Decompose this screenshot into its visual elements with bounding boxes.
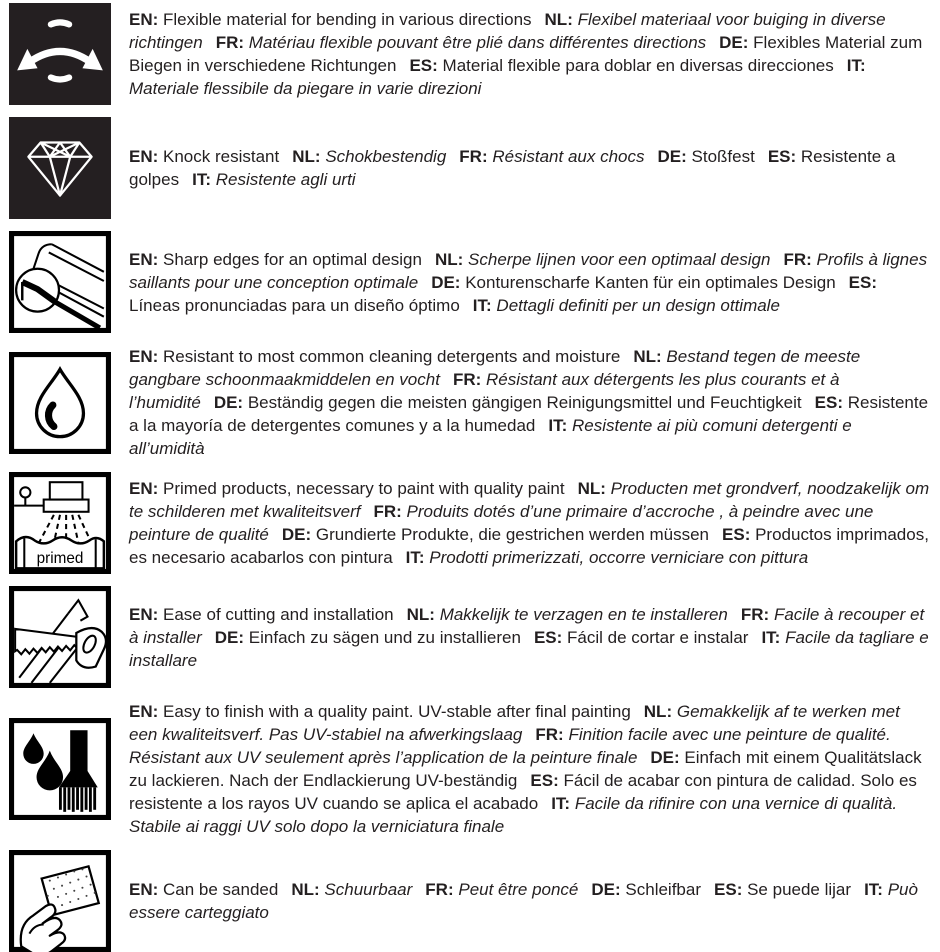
translation-text: Resistente agli urti bbox=[215, 170, 356, 189]
sharp-edges-icon bbox=[8, 231, 112, 333]
lang-label: EN: bbox=[129, 880, 159, 899]
lang-label: NL: bbox=[291, 880, 320, 899]
translation-text: Easy to finish with a quality paint. UV-stable after final painting bbox=[163, 702, 631, 721]
lang-label: ES: bbox=[533, 627, 563, 647]
lang-label: FR: bbox=[783, 249, 812, 269]
translation-text: Resistente ai più comuni detergenti e all’umidità bbox=[129, 416, 852, 458]
lang-label: ES: bbox=[848, 272, 877, 292]
feature-row-5 bbox=[8, 472, 934, 574]
lang-label: IT: bbox=[846, 56, 866, 75]
translation-text: Primed products, necessary to paint with quality paint bbox=[163, 479, 565, 498]
lang-label: ES: bbox=[409, 56, 438, 75]
translation-text: Resistente a golpes bbox=[129, 147, 896, 189]
translation-text: Productos imprimados, es necesario acabarlos con pintura bbox=[129, 525, 929, 567]
primed-spray-icon-cell bbox=[8, 472, 112, 574]
lang-label: FR: bbox=[425, 880, 454, 899]
lang-label: NL: bbox=[633, 347, 662, 366]
lang-label: NL: bbox=[434, 249, 464, 269]
translation-text: Produits dotés d’une primaire d’accroche , à peindre avec une peinture de qualité bbox=[129, 502, 874, 544]
feature-row-4 bbox=[8, 345, 934, 460]
translation-text: Beständig gegen die meisten gängigen Reinigungsmittel und Feuchtigkeit bbox=[247, 393, 802, 412]
lang-label: EN: bbox=[129, 604, 159, 624]
lang-label: NL: bbox=[406, 604, 435, 624]
paint-brush-drops-icon bbox=[8, 718, 112, 820]
lang-label: IT: bbox=[551, 794, 571, 813]
lang-label: DE: bbox=[719, 33, 749, 52]
translation-text: Scherpe lijnen voor een optimaal design bbox=[468, 249, 771, 269]
translation-text: Einfach mit einem Qualitätslack zu lackieren. Nach der Endlackierung UV-beständig bbox=[129, 748, 922, 790]
lang-label: EN: bbox=[129, 10, 159, 29]
translation-text: Schuurbaar bbox=[324, 880, 413, 899]
lang-label: IT: bbox=[548, 416, 568, 435]
translation-text: Profils à lignes saillants pour une conception optimale bbox=[129, 249, 928, 292]
diamond-knock-resistant-icon bbox=[8, 117, 112, 219]
lang-label: DE: bbox=[214, 627, 245, 647]
saw-cutting-icon bbox=[8, 586, 112, 688]
lang-label: FR: bbox=[535, 725, 564, 744]
translation-text: Fácil de cortar e instalar bbox=[567, 627, 749, 647]
lang-label: ES: bbox=[722, 525, 751, 544]
lang-label: IT: bbox=[864, 880, 883, 899]
feature-translations bbox=[129, 700, 931, 838]
translation-text: Resistant to most common cleaning detergents and moisture bbox=[163, 347, 621, 366]
translation-text: Facile da tagliare e installare bbox=[129, 627, 929, 670]
translation-text: Matériau flexible pouvant être plié dans différentes directions bbox=[248, 33, 707, 52]
lang-label: EN: bbox=[129, 249, 159, 269]
translation-text: Can be sanded bbox=[163, 880, 279, 899]
translation-text: Bestand tegen de meeste gangbare schoonmaakmiddelen en vocht bbox=[129, 347, 861, 389]
lang-label: FR: bbox=[452, 370, 482, 389]
translation-text: Ease of cutting and installation bbox=[163, 604, 394, 624]
translation-text: Flexibel materiaal voor buiging in diverse richtingen bbox=[129, 10, 886, 52]
feature-translations bbox=[129, 603, 931, 672]
translation-text: Einfach zu sägen und zu installieren bbox=[248, 627, 521, 647]
feature-row-8 bbox=[8, 850, 934, 952]
moisture-resistant-drop-icon bbox=[8, 352, 112, 454]
lang-label: DE: bbox=[431, 272, 461, 292]
lang-label: EN: bbox=[129, 147, 159, 166]
lang-label: ES: bbox=[714, 880, 743, 899]
lang-label: DE: bbox=[657, 147, 687, 166]
translation-text: Knock resistant bbox=[163, 147, 280, 166]
translation-text: Se puede lijar bbox=[747, 880, 852, 899]
saw-cutting-icon-cell bbox=[8, 586, 112, 688]
lang-label: DE: bbox=[591, 880, 621, 899]
translation-text: Finition facile avec une peinture de qualité. Résistant aux UV seulement après l’application de la peinture finale bbox=[129, 725, 891, 767]
paint-brush-drops-icon-cell bbox=[8, 718, 112, 820]
feature-row-6 bbox=[8, 586, 934, 688]
translation-text: Materiale flessibile da piegare in varie direzioni bbox=[129, 79, 482, 98]
feature-row-2 bbox=[8, 117, 934, 219]
translation-text: Schleifbar bbox=[625, 880, 702, 899]
translation-text: Schokbestendig bbox=[325, 147, 447, 166]
feature-row-3 bbox=[8, 231, 934, 333]
feature-row-7 bbox=[8, 700, 934, 838]
diamond-knock-resistant-icon-cell bbox=[8, 117, 112, 219]
lang-label: NL: bbox=[577, 479, 606, 498]
feature-row-1 bbox=[8, 3, 934, 105]
sanding-hand-icon bbox=[8, 850, 112, 952]
translation-text: Può essere carteggiato bbox=[129, 880, 918, 922]
moisture-resistant-drop-icon-cell bbox=[8, 352, 112, 454]
lang-label: FR: bbox=[215, 33, 245, 52]
translation-text: Prodotti primerizzati, occorre verniciare con pittura bbox=[429, 548, 809, 567]
lang-label: IT: bbox=[192, 170, 211, 189]
lang-label: ES: bbox=[814, 393, 843, 412]
primed-label: primed bbox=[36, 549, 84, 567]
flexible-arrows-icon bbox=[8, 3, 112, 105]
translation-text: Fácil de acabar con pintura de calidad. Solo es resistente a los rayos UV cuando se aplica el acabado bbox=[129, 771, 917, 813]
feature-translations bbox=[129, 8, 931, 100]
translation-text: Konturenscharfe Kanten für ein optimales Design bbox=[465, 272, 836, 292]
translation-text: Résistant aux détergents les plus courants et à l’humidité bbox=[129, 370, 840, 412]
translation-text: Stoßfest bbox=[691, 147, 755, 166]
lang-label: EN: bbox=[129, 702, 159, 721]
translation-text: Líneas pronunciadas para un diseño óptimo bbox=[129, 295, 460, 315]
sanding-hand-icon-cell bbox=[8, 850, 112, 952]
lang-label: DE: bbox=[281, 525, 312, 544]
lang-label: IT: bbox=[405, 548, 425, 567]
translation-text: Résistant aux chocs bbox=[492, 147, 645, 166]
translation-text: Flexibles Material zum Biegen in verschiedene Richtungen bbox=[129, 33, 923, 75]
translation-text: Facile à recouper et à installer bbox=[129, 604, 925, 647]
lang-label: IT: bbox=[472, 295, 492, 315]
lang-label: NL: bbox=[544, 10, 573, 29]
translation-text: Peut être poncé bbox=[458, 880, 579, 899]
primed-spray-icon bbox=[8, 472, 112, 574]
translation-text: Sharp edges for an optimal design bbox=[163, 249, 422, 269]
lang-label: NL: bbox=[292, 147, 321, 166]
feature-translations bbox=[129, 477, 931, 569]
translation-text: Grundierte Produkte, die gestrichen werden müssen bbox=[315, 525, 710, 544]
feature-translations bbox=[129, 878, 931, 924]
translation-text: Makkelijk te verzagen en te installeren bbox=[439, 604, 728, 624]
translation-text: Gemakkelijk af te werken met een kwaliteitsverf. Pas UV-stabiel na afwerkingslaag bbox=[129, 702, 900, 744]
flexible-arrows-icon-cell bbox=[8, 3, 112, 105]
lang-label: DE: bbox=[650, 748, 680, 767]
lang-label: NL: bbox=[643, 702, 673, 721]
translation-text: Flexible material for bending in various directions bbox=[163, 10, 532, 29]
lang-label: FR: bbox=[740, 604, 770, 624]
lang-label: ES: bbox=[530, 771, 559, 790]
lang-label: ES: bbox=[767, 147, 797, 166]
translation-text: Facile da rifinire con una vernice di qualità. Stabile ai raggi UV solo dopo la verniciatura finale bbox=[129, 794, 898, 836]
feature-translations bbox=[129, 145, 931, 191]
feature-translations bbox=[129, 248, 931, 317]
lang-label: DE: bbox=[213, 393, 244, 412]
lang-label: FR: bbox=[459, 147, 488, 166]
feature-translations bbox=[129, 345, 931, 460]
translation-text: Material flexible para doblar en diversas direcciones bbox=[442, 56, 834, 75]
lang-label: FR: bbox=[373, 502, 402, 521]
translation-text: Dettagli definiti per un design ottimale bbox=[496, 295, 780, 315]
translation-text: Producten met grondverf, noodzakelijk om te schilderen met kwaliteitsverf bbox=[129, 479, 930, 521]
translation-text: Resistente a la mayoría de detergentes comunes y a la humedad bbox=[129, 393, 929, 435]
lang-label: IT: bbox=[761, 627, 781, 647]
sharp-edges-icon-cell bbox=[8, 231, 112, 333]
lang-label: EN: bbox=[129, 347, 159, 366]
lang-label: EN: bbox=[129, 479, 159, 498]
